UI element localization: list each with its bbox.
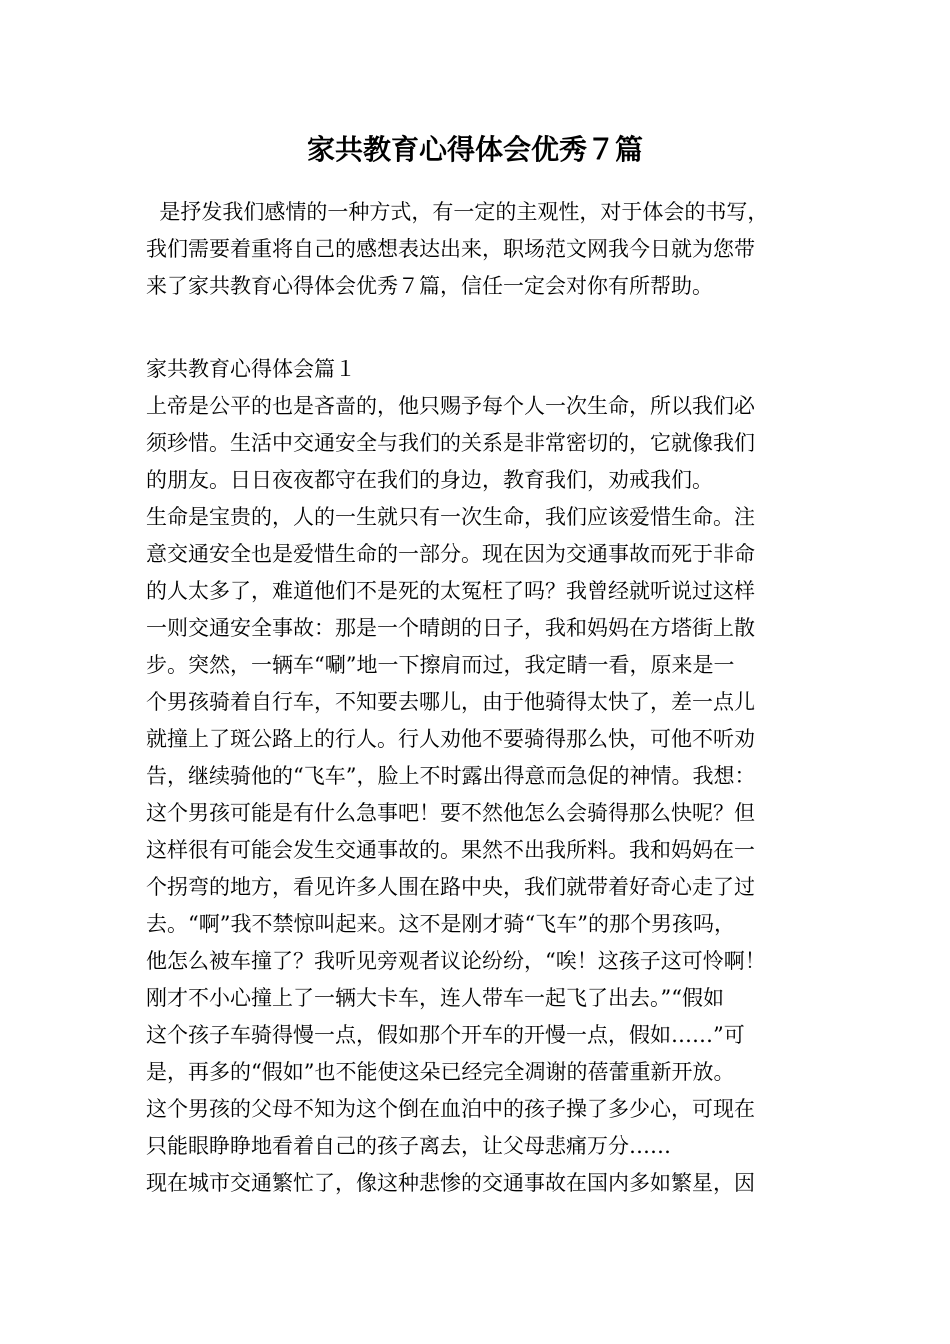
paragraph-gap (146, 305, 816, 351)
body-line: 这样很有可能会发生交通事故的。果然不出我所料。我和妈妈在一 (146, 838, 755, 862)
body-line: 生命是宝贵的，人的一生就只有一次生命，我们应该爱惜生命。注 (146, 505, 755, 529)
body-line: 是，再多的“假如”也不能使这朵已经完全凋谢的蓓蕾重新开放。 (146, 1060, 735, 1084)
body-line: 现在城市交通繁忙了，像这种悲惨的交通事故在国内多如繁星，因 (146, 1171, 755, 1195)
body-line: 上帝是公平的也是吝啬的，他只赐予每个人一次生命，所以我们必 (146, 394, 755, 418)
body-line: 这个男孩可能是有什么急事吧！要不然他怎么会骑得那么快呢？但 (146, 801, 755, 825)
body-line: 这个男孩的父母不知为这个倒在血泊中的孩子操了多少心，可现在 (146, 1097, 755, 1121)
body-line: 他怎么被车撞了？我听见旁观者议论纷纷，“唉！这孩子这可怜啊！ (146, 949, 766, 973)
intro-line: 来了家共教育心得体会优秀７篇，信任一定会对你有所帮助。 (146, 274, 713, 298)
body-line: 的人太多了，难道他们不是死的太冤枉了吗？我曾经就听说过这样 (146, 579, 755, 603)
body-line: 一则交通安全事故：那是一个晴朗的日子，我和妈妈在方塔街上散 (146, 616, 755, 640)
body-line: 个拐弯的地方，看见许多人围在路中央，我们就带着好奇心走了过 (146, 875, 755, 899)
body-line: 意交通安全也是爱惜生命的一部分。现在因为交通事故而死于非命 (146, 542, 755, 566)
body-line: 刚才不小心撞上了一辆大卡车，连人带车一起飞了出去。”“假如 (146, 986, 724, 1010)
body-line: 的朋友。日日夜夜都守在我们的身边，教育我们，劝戒我们。 (146, 468, 713, 492)
document-title: 家共教育心得体会优秀７篇 (306, 133, 643, 166)
body-line: 就撞上了斑公路上的行人。行人劝他不要骑得那么快，可他不听劝 (146, 727, 755, 751)
body-line: 步。突然，一辆车“唰”地一下擦肩而过，我定睛一看，原来是一 (146, 653, 735, 677)
intro-line: 是抒发我们感情的一种方式，有一定的主观性，对于体会的书写， (146, 200, 769, 224)
body-line: 这个孩子车骑得慢一点，假如那个开车的开慢一点，假如……”可 (146, 1023, 745, 1047)
document-body (146, 194, 816, 1202)
body-line: 告，继续骑他的“飞车”，脸上不时露出得意而急促的神情。我想： (146, 764, 756, 788)
body-line: 只能眼睁睁地看着自己的孩子离去，让父母悲痛万分…… (146, 1134, 671, 1158)
intro-line: 我们需要着重将自己的感想表达出来，职场范文网我今日就为您带 (146, 237, 755, 261)
section-heading: 家共教育心得体会篇１ (146, 357, 356, 381)
body-line: 去。“啊”我不禁惊叫起来。这不是刚才骑“飞车”的那个男孩吗， (146, 912, 735, 936)
body-line: 须珍惜。生活中交通安全与我们的关系是非常密切的，它就像我们 (146, 431, 755, 455)
body-line: 个男孩骑着自行车，不知要去哪儿，由于他骑得太快了，差一点儿 (146, 690, 755, 714)
